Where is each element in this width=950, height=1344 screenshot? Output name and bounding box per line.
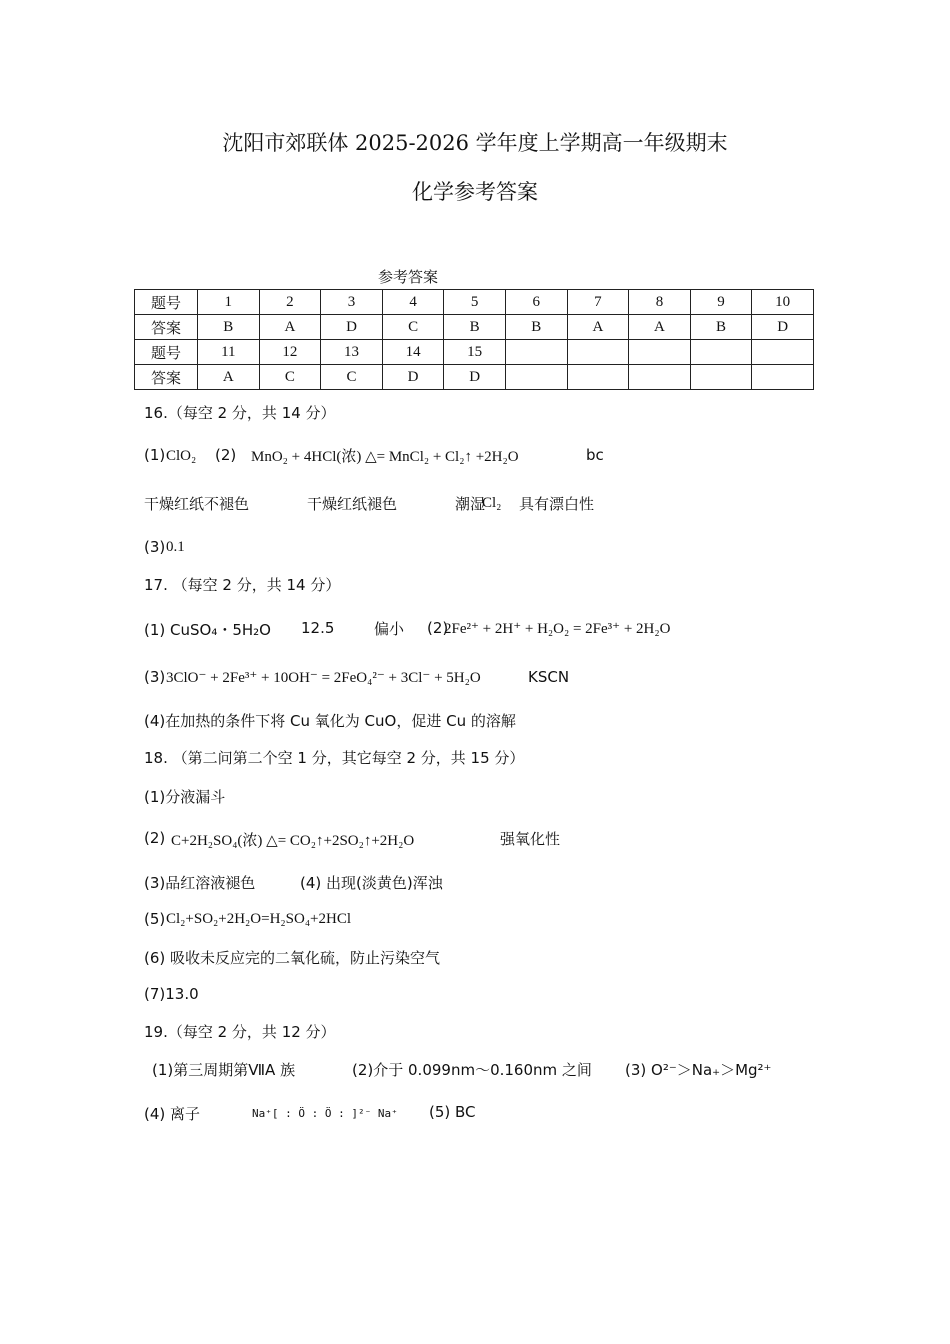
table-cell: D	[752, 315, 814, 340]
table-cell: 15	[444, 340, 506, 365]
table-cell: A	[259, 315, 321, 340]
page-title: 沈阳市郊联体 2025-2026 学年度上学期高一年级期末	[222, 131, 728, 155]
table-cell: 3	[321, 290, 383, 315]
q16-answer3: 0.1	[166, 539, 185, 555]
row-label: 题号	[135, 340, 198, 365]
q18-part2-label: (2)	[144, 829, 166, 847]
table-row	[135, 315, 814, 340]
table-cell: 6	[505, 290, 567, 315]
table-row	[135, 290, 814, 315]
table-cell: B	[198, 315, 260, 340]
table-cell: B	[444, 315, 506, 340]
q19-answer5: (5) BC	[429, 1103, 476, 1121]
q17-answer1c: 偏小	[374, 620, 405, 638]
q18-answer1: (1)分液漏斗	[144, 788, 226, 806]
q18-answer6: (6) 吸收未反应完的二氧化硫，防止污染空气	[144, 949, 441, 967]
q17-equation2: 2Fe²⁺ + 2H⁺ + H₂O₂ = 2Fe³⁺ + 2H₂O	[444, 621, 671, 637]
q18-answer4: (4) 出现(淡黄色)浑浊	[300, 874, 443, 892]
table-cell: 1	[198, 290, 260, 315]
q17-answer1b: 12.5	[301, 619, 335, 637]
table-cell: D	[382, 365, 444, 390]
table-cell: 12	[259, 340, 321, 365]
q17-answer1: (1) CuSO₄・5H₂O	[144, 621, 271, 639]
q18-equation5: Cl₂+SO₂+2H₂O=H₂SO₄+2HCl	[166, 911, 352, 927]
table-cell	[505, 340, 567, 365]
q18-header: 18. （第二问第二个空 1 分，其它每空 2 分，共 15 分）	[144, 749, 525, 767]
table-caption: 参考答案	[378, 268, 439, 286]
q17-header: 17. （每空 2 分，共 14 分）	[144, 576, 341, 594]
q19-header: 19.（每空 2 分，共 12 分）	[144, 1023, 336, 1041]
row-label: 题号	[135, 290, 198, 315]
q18-answer7: (7)13.0	[144, 985, 199, 1003]
page-subtitle: 化学参考答案	[412, 180, 538, 204]
q16-equation: MnO₂ + 4HCl(浓) △= MnCl₂ + Cl₂↑ +2H₂O	[251, 449, 519, 465]
q17-equation3: 3ClO⁻ + 2Fe³⁺ + 10OH⁻ = 2FeO₄²⁻ + 3Cl⁻ + 5H₂O	[166, 670, 481, 686]
table-cell: 14	[382, 340, 444, 365]
table-cell: 13	[321, 340, 383, 365]
q16-part3-label: (3)	[144, 538, 166, 556]
table-cell	[690, 340, 752, 365]
table-cell: C	[259, 365, 321, 390]
q16-observation-3c: 具有漂白性	[519, 495, 595, 513]
q19-answer3: (3) O²⁻＞Na₊＞Mg²⁺	[625, 1061, 772, 1079]
table-cell: C	[382, 315, 444, 340]
row-label: 答案	[135, 315, 198, 340]
table-cell: D	[321, 315, 383, 340]
table-cell: 10	[752, 290, 814, 315]
table-cell: 9	[690, 290, 752, 315]
q16-observation-1: 干燥红纸不褪色	[144, 495, 250, 513]
q17-answer3b: KSCN	[528, 668, 570, 686]
q16-part2-label: (2)	[215, 446, 237, 464]
q16-part1-label: (1)	[144, 446, 166, 464]
q16-answer2: bc	[586, 446, 604, 464]
table-cell: 11	[198, 340, 260, 365]
q19-answer1: (1)第三周期第ⅦA 族	[152, 1061, 296, 1079]
table-cell: 2	[259, 290, 321, 315]
table-cell	[629, 340, 691, 365]
table-cell	[752, 365, 814, 390]
q16-observation-2: 干燥红纸褪色	[307, 495, 398, 513]
table-cell: D	[444, 365, 506, 390]
table-row	[135, 365, 814, 390]
table-cell: 7	[567, 290, 629, 315]
q17-answer4: (4)在加热的条件下将 Cu 氧化为 CuO，促进 Cu 的溶解	[144, 712, 516, 730]
table-row	[135, 340, 814, 365]
table-cell: B	[690, 315, 752, 340]
table-cell: C	[321, 365, 383, 390]
q19-answer4: (4) 离子	[144, 1105, 201, 1123]
table-cell	[690, 365, 752, 390]
table-cell	[629, 365, 691, 390]
q16-observation-3a: 潮湿	[455, 495, 486, 513]
table-cell: 8	[629, 290, 691, 315]
table-cell: 5	[444, 290, 506, 315]
table-cell: A	[629, 315, 691, 340]
q19-answer2: (2)介于 0.099nm～0.160nm 之间	[352, 1061, 592, 1079]
q18-answer2b: 强氧化性	[500, 830, 561, 848]
table-cell	[505, 365, 567, 390]
q16-observation-3b: Cl₂	[482, 495, 502, 511]
q16-answer1: ClO₂	[166, 448, 197, 464]
row-label: 答案	[135, 365, 198, 390]
table-cell	[567, 365, 629, 390]
q18-answer3: (3)品红溶液褪色	[144, 874, 256, 892]
q18-part5-label: (5)	[144, 910, 166, 928]
table-cell	[752, 340, 814, 365]
table-cell: 4	[382, 290, 444, 315]
q17-part3-label: (3)	[144, 668, 166, 686]
table-cell: A	[198, 365, 260, 390]
table-cell	[567, 340, 629, 365]
table-cell: A	[567, 315, 629, 340]
table-cell: B	[505, 315, 567, 340]
q18-equation2: C+2H₂SO₄(浓) △= CO₂↑+2SO₂↑+2H₂O	[171, 833, 415, 849]
lewis-structure: Na⁺[ : Ö : Ö : ]²⁻ Na⁺	[252, 1107, 398, 1120]
answer-table	[134, 289, 814, 390]
q16-header: 16.（每空 2 分，共 14 分）	[144, 404, 336, 422]
q17-part2-label: (2)	[427, 619, 449, 637]
